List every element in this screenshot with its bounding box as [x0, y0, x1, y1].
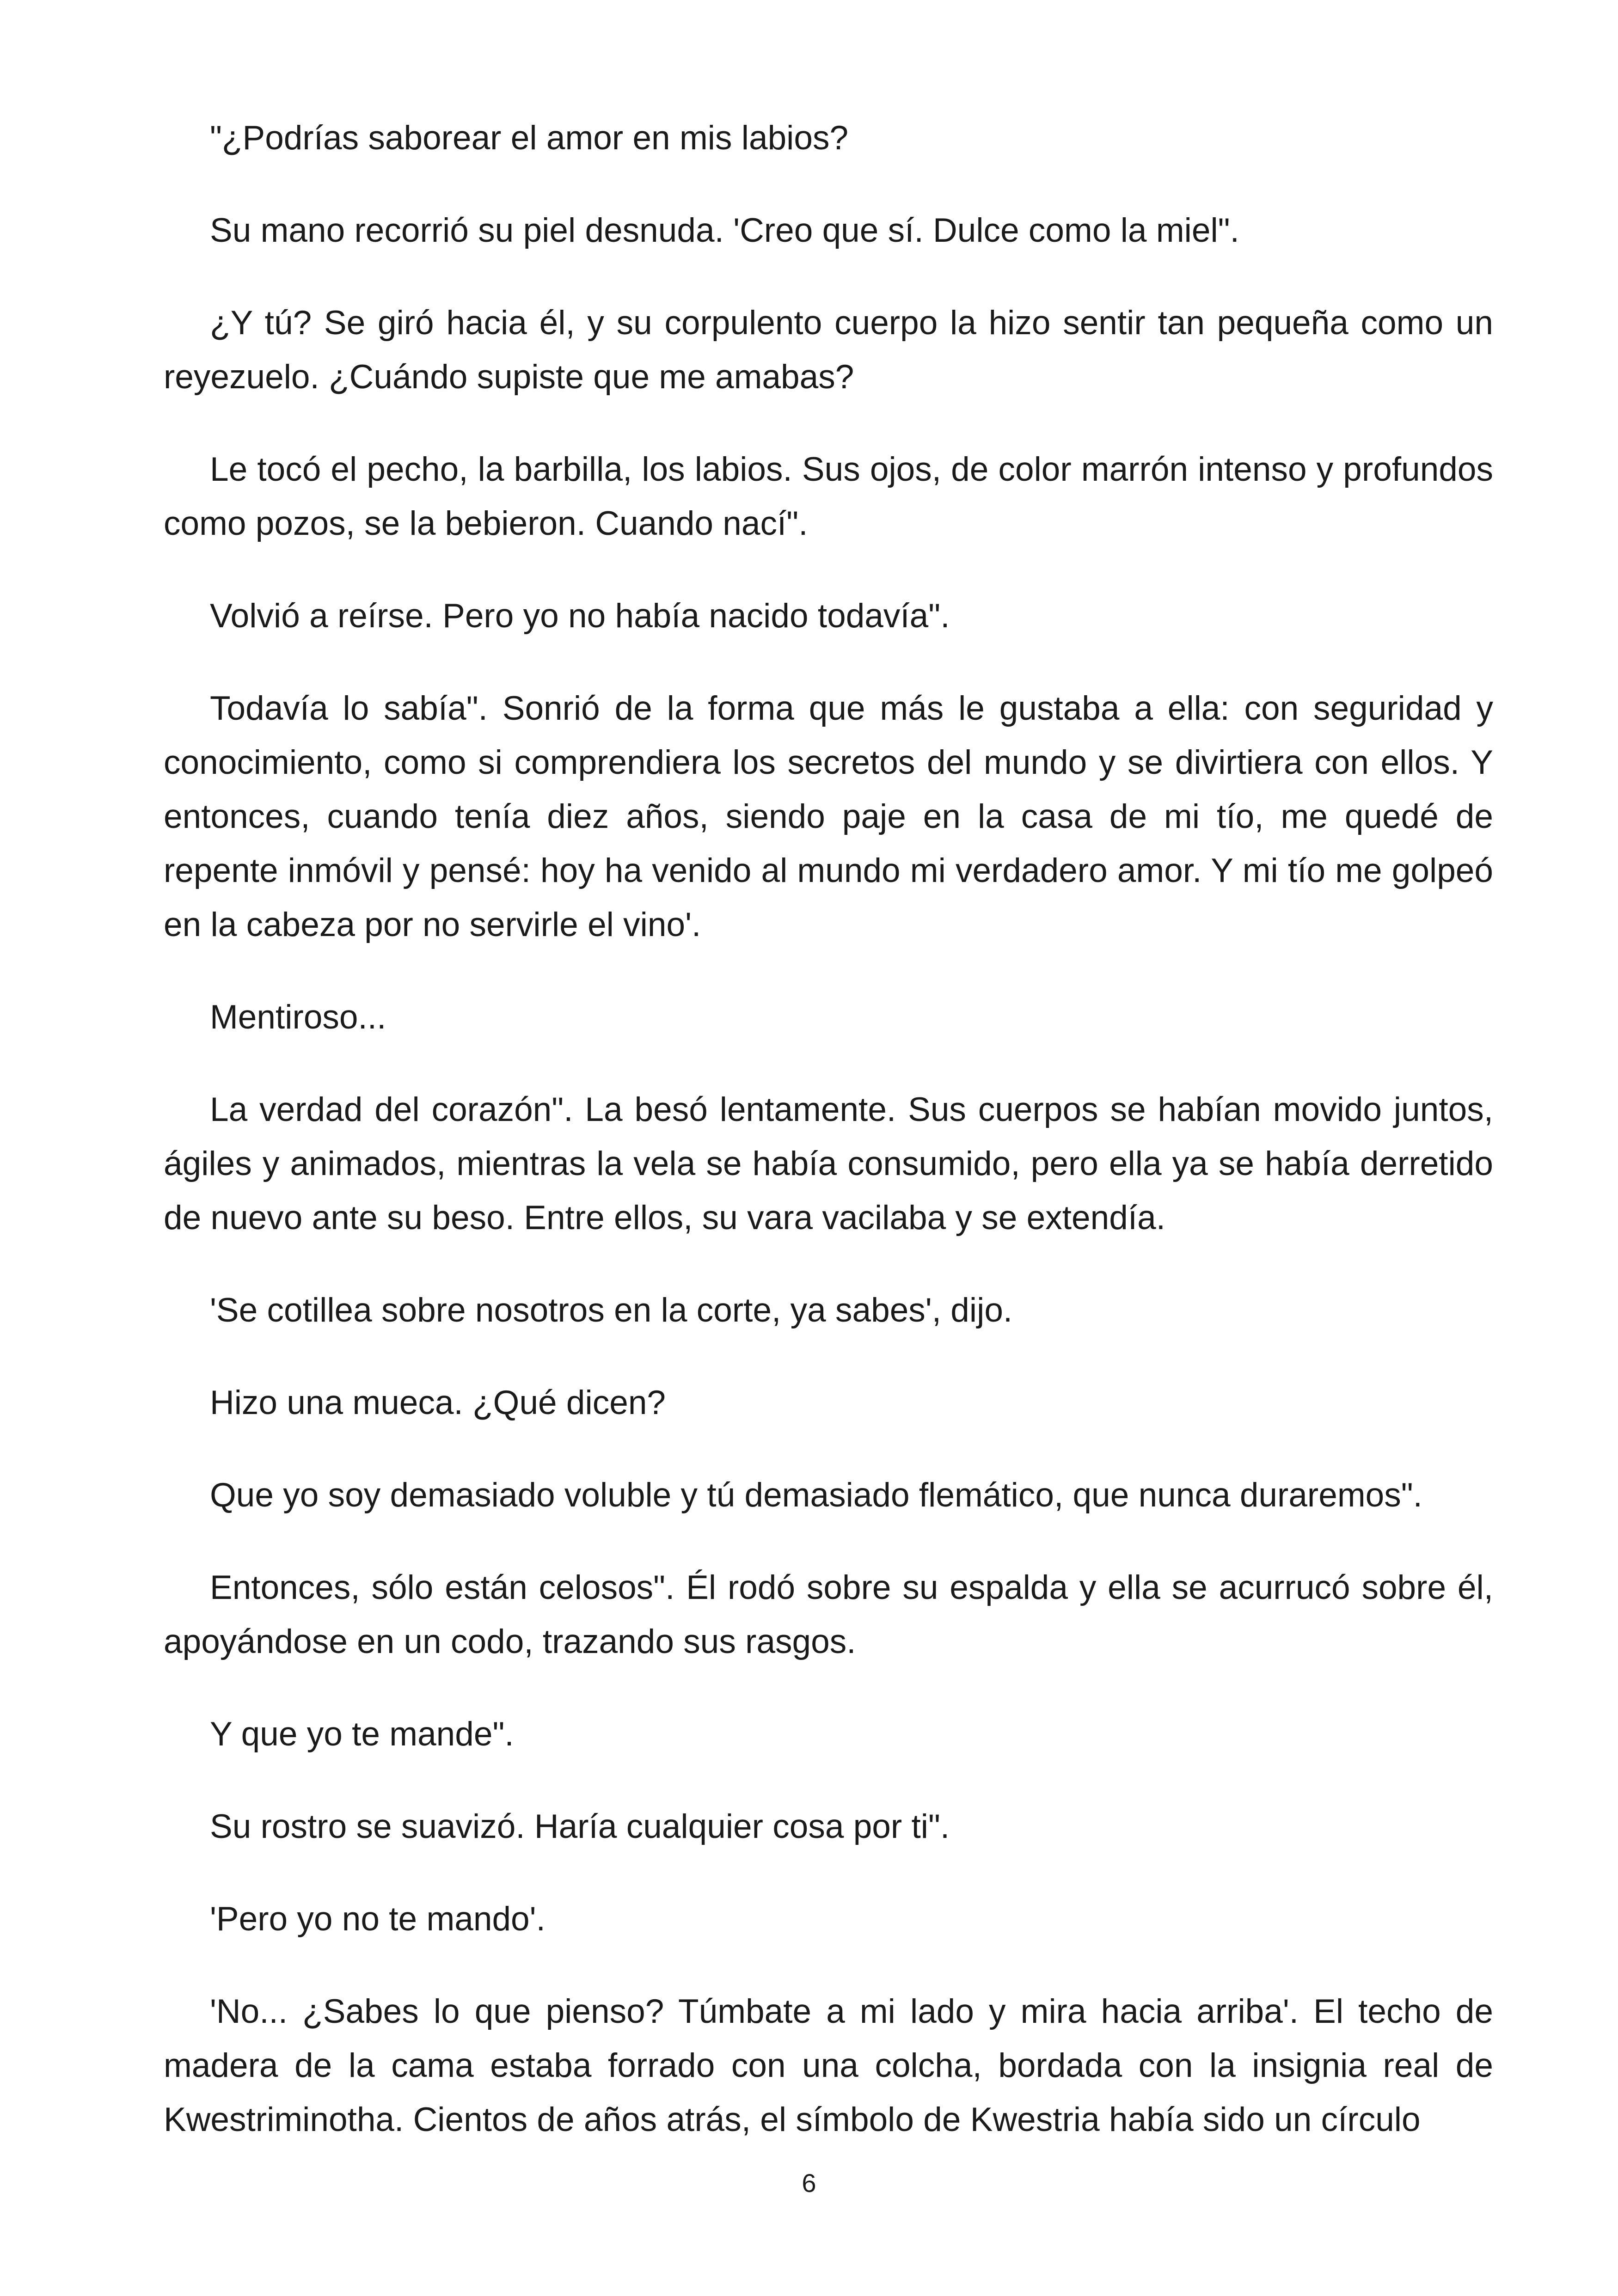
paragraph-16: 'No... ¿Sabes lo que pienso? Túmbate a mi lado y mira hacia arriba'. El techo de madera de la cama estaba forrado con una colcha, bordada con la insignia real de Kwestriminotha. Cientos de años atrás, el símbolo de Kwestria había sido un círculo	[164, 1993, 1493, 2138]
paragraph-10: Hizo una mueca. ¿Qué dicen?	[210, 1384, 666, 1421]
paragraph-1: "¿Podrías saborear el amor en mis labios?	[210, 119, 849, 157]
paragraph-3: ¿Y tú? Se giró hacia él, y su corpulento cuerpo la hizo sentir tan pequeña como un reyezuelo. ¿Cuándo supiste que me amabas?	[164, 304, 1493, 396]
paragraph-2: Su mano recorrió su piel desnuda. 'Creo que sí. Dulce como la miel".	[210, 212, 1239, 249]
paragraph-4: Le tocó el pecho, la barbilla, los labios. Sus ojos, de color marrón intenso y profundos como pozos, se la bebieron. Cuando nací".	[164, 451, 1493, 542]
paragraph-8: La verdad del corazón". La besó lentamente. Sus cuerpos se habían movido juntos, ágiles y animados, mientras la vela se había consumido, pero ella ya se había derretido de nuevo ante su beso. Entre ellos, su vara vacilaba y se extendía.	[164, 1091, 1493, 1237]
paragraph-14: Su rostro se suavizó. Haría cualquier cosa por ti".	[210, 1808, 950, 1845]
paragraph-9: 'Se cotillea sobre nosotros en la corte, ya sabes', dijo.	[210, 1292, 1013, 1329]
paragraph-13: Y que yo te mande".	[210, 1715, 514, 1753]
paragraph-5: Volvió a reírse. Pero yo no había nacido todavía".	[210, 597, 950, 635]
paragraph-15: 'Pero yo no te mando'.	[210, 1900, 545, 1938]
paragraph-12: Entonces, sólo están celosos". Él rodó sobre su espalda y ella se acurrucó sobre él, apoyándose en un codo, trazando sus rasgos.	[164, 1569, 1493, 1660]
paragraph-7: Mentiroso...	[210, 998, 386, 1036]
paragraph-6: Todavía lo sabía". Sonrió de la forma que más le gustaba a ella: con seguridad y conocimiento, como si comprendiera los secretos del mundo y se divirtiera con ellos. Y entonces, cuando tenía diez años, siendo paje en la casa de mi tío, me quedé de repente inmóvil y pensé: hoy ha venido al mundo mi verdadero amor. Y mi tío me golpeó en la cabeza por no servirle el vino'.	[164, 690, 1493, 943]
page-number: 6	[802, 2168, 816, 2198]
body-text	[164, 111, 1493, 2185]
paragraph-11: Que yo soy demasiado voluble y tú demasiado flemático, que nunca duraremos".	[210, 1476, 1422, 1514]
